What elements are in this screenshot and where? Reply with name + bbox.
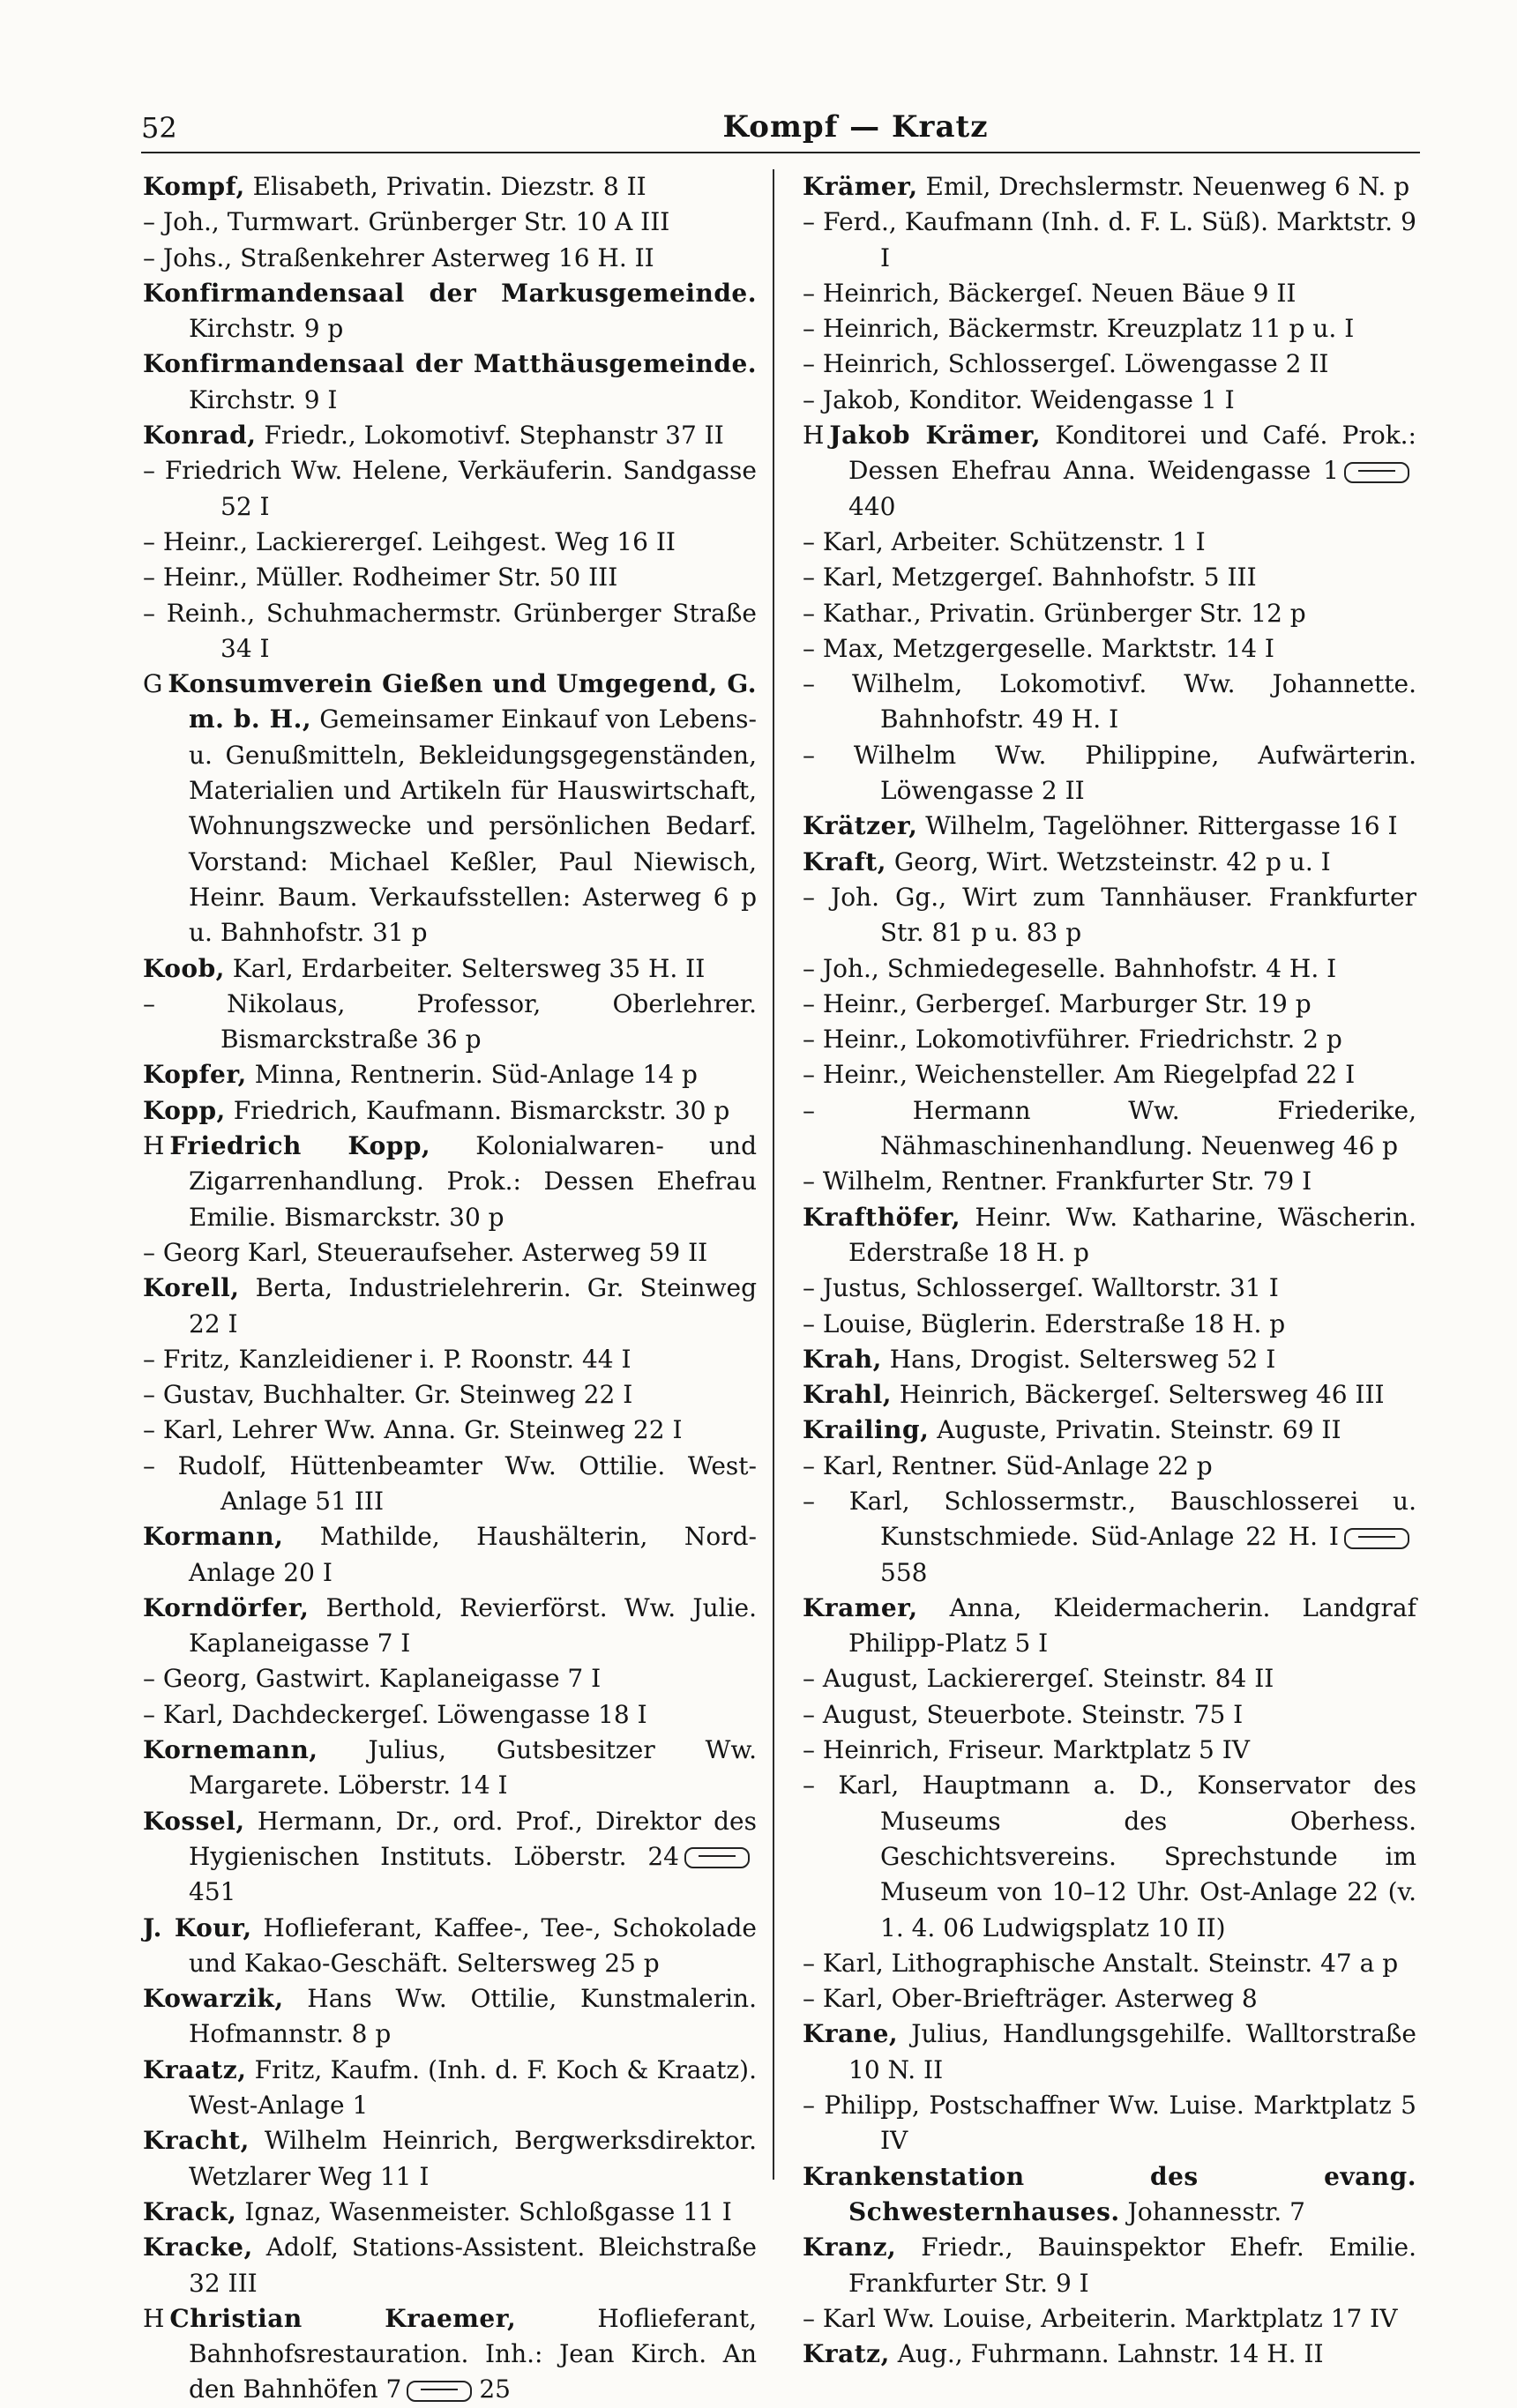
entry-name: Konsumverein Gießen und Umgegend, G. m. b. H., [168,669,766,734]
entry-name: Kormann, [143,1522,284,1552]
entry-marker: H [143,2303,165,2333]
entry-details: Julius, Gutsbesitzer Ww. Margarete. Löberstr. 14 I [189,1735,765,1800]
directory-entry [143,1697,757,1733]
entry-details: – Jakob, Konditor. Weidengasse 1 I [803,384,1235,414]
entry-details: Aug., Fuhrmann. Lahnstr. 14 H. II [889,2339,1324,2369]
directory-entry [803,1733,1416,1768]
entry-details: – August, Lackierergeſ. Steinstr. 84 II [803,1664,1274,1694]
directory-entry [803,1591,1424,1662]
entry-name: Koob, [143,953,225,983]
directory-entry [143,1377,757,1413]
entry-details: – Max, Metzgergeselle. Marktstr. 14 I [803,633,1274,663]
directory-entry [803,2301,1416,2337]
directory-entry [803,1377,1416,1413]
entry-details: – Karl, Rentner. Süd-Anlage 22 p [803,1450,1213,1480]
directory-entry [803,311,1416,347]
directory-entry [143,1271,765,1342]
entry-name: Krankenstation des evang. Schwesternhauses. [803,2161,1426,2226]
entry-details: – Heinrich, Friseur. Marktplatz 5 IV [803,1735,1251,1765]
telephone-number: 440 [848,491,896,521]
entry-details: – Karl, Arbeiter. Schützenstr. 1 I [803,526,1206,556]
entry-details: – Heinr., Weichensteller. Am Riegelpfad 22 I [803,1060,1356,1090]
entry-name: Kracht, [143,2126,250,2156]
entry-details: Friedr., Bauinspektor Ehefr. Emilie. Frankfurter Str. 9 I [848,2233,1424,2298]
directory-entry [143,1733,765,1804]
entry-details: – Justus, Schlossergeſ. Walltorstr. 31 I [803,1273,1279,1303]
directory-entry [803,1164,1416,1199]
entry-name: Konfirmandensaal der Matthäusgemeinde. [143,349,757,379]
directory-entry [803,738,1424,809]
directory-entry [143,205,757,240]
directory-entry [143,2053,765,2124]
directory-entry [803,631,1416,667]
entry-details: – Joh., Schmiedegeselle. Bahnhofstr. 4 H. I [803,953,1337,983]
entry-name: Krane, [803,2019,899,2049]
entry-details: – Heinr., Lackierergeſ. Leihgest. Weg 16 II [143,526,676,556]
telephone-number: 25 [479,2374,511,2404]
directory-entry [143,2123,765,2195]
entry-details: Auguste, Privatin. Steinstr. 69 II [929,1415,1341,1445]
entry-name: Konrad, [143,421,257,451]
directory-entry [143,2230,765,2301]
directory-entry [803,2230,1424,2301]
directory-entry [803,1093,1424,1165]
telephone-icon [407,2381,472,2402]
entry-details: Konditorei und Café. Prok.: Dessen Ehefrau Anna. Weidengasse 1 [848,421,1424,486]
directory-entry [803,560,1416,595]
directory-entry [143,1057,757,1092]
entry-details: – Karl, Dachdeckergeſ. Löwengasse 18 I [143,1699,647,1729]
directory-entry [143,1591,765,1662]
directory-entry [143,1661,757,1696]
entry-name: Krafthöfer, [803,1202,961,1232]
directory-entry [803,809,1416,844]
entry-details: Friedr., Lokomotivf. Stephanstr 37 II [256,421,724,451]
entry-details: – Ferd., Kaufmann (Inh. d. F. L. Süß). Marktstr. 9 I [803,207,1424,272]
directory-entry [803,383,1416,418]
entry-details: Johannesstr. 7 [1119,2196,1305,2226]
directory-entry [143,525,757,560]
entry-name: Kopfer, [143,1060,247,1090]
entry-details: – Joh., Turmwart. Grünberger Str. 10 A III [143,207,670,237]
entry-details: – Hermann Ww. Friederike, Nähmaschinenhandlung. Neuenweg 46 p [803,1095,1424,1161]
entry-details: – Heinrich, Bäckergeſ. Neuen Bäue 9 II [803,278,1297,308]
entry-details: Hoflieferant, Kaffee-, Tee-, Schokolade und Kakao-Geschäft. Seltersweg 25 p [189,1912,765,1978]
directory-entry [143,276,765,347]
directory-entry [803,1342,1416,1377]
entry-details: – Wilhelm, Lokomotivf. Ww. Johannette. Bahnhofstr. 49 H. I [803,669,1424,734]
entry-marker: H [143,1131,165,1161]
directory-entry [803,347,1416,382]
directory-entry [143,596,765,667]
directory-entry [803,2017,1424,2088]
directory-entry [803,1768,1424,1945]
running-head: Kompf — Kratz [722,109,989,145]
entry-details: – Wilhelm Ww. Philippine, Aufwärterin. Löwengasse 2 II [803,740,1424,806]
header-rule [141,152,1420,153]
directory-entry [803,525,1416,560]
entry-details: – Heinr., Müller. Rodheimer Str. 50 III [143,563,618,593]
entry-name: Jakob Krämer, [829,421,1042,451]
directory-entry [803,276,1416,311]
directory-entry [143,1981,765,2053]
entry-details: – Reinh., Schuhmachermstr. Grünberger Straße 34 I [143,598,765,663]
entry-details: Georg, Wirt. Wetzsteinstr. 42 p u. I [886,846,1331,876]
entry-details: – Fritz, Kanzleidiener i. P. Roonstr. 44 I [143,1344,631,1374]
directory-entry [143,1413,757,1448]
directory-entry [143,1911,765,1982]
directory-entry [803,2159,1426,2231]
entry-details: Berta, Industrielehrerin. Gr. Steinweg 22 I [189,1273,765,1338]
entry-details: – Heinrich, Schlossergeſ. Löwengasse 2 II [803,349,1329,379]
directory-entry [143,453,765,525]
entry-name: Krämer, [803,172,918,201]
directory-entry [143,1342,757,1377]
entry-details: – August, Steuerbote. Steinstr. 75 I [803,1699,1244,1729]
directory-entry [803,1057,1416,1092]
entry-name: Kramer, [803,1592,918,1622]
entry-details: – Heinr., Lokomotivführer. Friedrichstr. 2 p [803,1025,1342,1055]
entry-details: Mathilde, Haushälterin, Nord-Anlage 20 I [189,1522,757,1587]
directory-entry [803,169,1416,205]
entry-marker: G [143,669,163,699]
entry-name: Kornemann, [143,1735,318,1765]
directory-entry [143,169,757,205]
entry-details: Hoflieferant, Bahnhofsrestauration. Inh.: Jean Kirch. An den Bahnhöfen 7 [189,2303,765,2404]
telephone-number: 451 [189,1877,236,1907]
directory-entry [803,1307,1416,1342]
directory-entry [803,1484,1424,1591]
entry-name: Kranz, [803,2233,897,2263]
entry-details: Hermann, Dr., ord. Prof., Direktor des Hygienischen Instituts. Löberstr. 24 [189,1806,765,1871]
entry-details: Kolonialwaren- und Zigarrenhandlung. Prok.: Dessen Ehefrau Emilie. Bismarckstr. 30 p [189,1131,765,1232]
entry-name: Kossel, [143,1806,245,1836]
entry-name: Krack, [143,2196,237,2226]
entry-details: Elisabeth, Privatin. Diezstr. 8 II [244,172,646,201]
entry-details: Hans Ww. Ottilie, Kunstmalerin. Hofmannstr. 8 p [189,1984,765,2049]
entry-details: Heinrich, Bäckergeſ. Seltersweg 46 III [891,1380,1385,1410]
entry-name: Kopp, [143,1095,226,1125]
entry-details: Kirchstr. 9 I [189,349,765,414]
entry-name: Christian Kraemer, [169,2303,517,2333]
telephone-icon [1344,462,1409,483]
entry-details: Wilhelm Heinrich, Bergwerksdirektor. Wetzlarer Weg 11 I [189,2126,765,2191]
directory-column-right [803,169,1426,2372]
entry-name: Kraatz, [143,2054,247,2084]
entry-name: Kowarzik, [143,1984,284,2014]
entry-details: – Nikolaus, Professor, Oberlehrer. Bismarckstraße 36 p [143,988,765,1055]
entry-details: – Kathar., Privatin. Grünberger Str. 12 p [803,598,1306,628]
entry-details: – Philipp, Postschaffner Ww. Luise. Marktplatz 5 IV [803,2091,1424,2156]
directory-entry [803,1946,1416,1981]
directory-entry [143,2301,765,2408]
directory-entry [803,1200,1424,1271]
directory-column-left [143,169,766,2408]
directory-entry [803,987,1416,1022]
entry-name: Korndörfer, [143,1592,310,1622]
entry-details: – Heinr., Gerbergeſ. Marburger Str. 19 p [803,988,1311,1018]
directory-entry [803,1697,1416,1733]
directory-entry [143,1804,765,1911]
entry-name: Kratz, [803,2339,890,2369]
entry-details: Ignaz, Wasenmeister. Schloßgasse 11 I [236,2196,732,2226]
directory-entry [143,951,757,987]
entry-details: Fritz, Kaufm. (Inh. d. F. Koch & Kraatz). West-Anlage 1 [189,2054,765,2121]
entry-name: Korell, [143,1273,240,1303]
directory-entry [803,418,1424,525]
entry-details: Emil, Drechslermstr. Neuenweg 6 N. p [917,172,1410,201]
entry-details: – Karl, Schlossermstr., Bauschlosserei u. Kunstschmiede. Süd-Anlage 22 H. I [803,1486,1424,1552]
directory-entry [143,2195,757,2230]
entry-details: Anna, Kleidermacherin. Landgraf Philipp-Platz 5 I [848,1592,1424,1659]
directory-entry [803,951,1416,987]
page-number: 52 [141,111,177,145]
telephone-icon [684,1847,750,1868]
directory-entry [143,1519,757,1591]
entry-details: – Georg, Gastwirt. Kaplaneigasse 7 I [143,1664,602,1694]
entry-details: Kirchstr. 9 p [189,278,765,344]
entry-name: Friedrich Kopp, [169,1131,431,1161]
entry-name: Kracke, [143,2233,253,2263]
directory-entry [143,418,757,453]
directory-entry [143,347,765,418]
entry-details: – Karl Ww. Louise, Arbeiterin. Marktplatz 17 IV [803,2303,1398,2333]
entry-name: J. Kour, [143,1912,252,1942]
directory-entry [803,596,1416,631]
entry-details: Minna, Rentnerin. Süd-Anlage 14 p [246,1060,698,1090]
entry-details: – Karl, Lehrer Ww. Anna. Gr. Steinweg 22 I [143,1415,683,1445]
column-divider [773,169,774,2180]
directory-entry [803,2337,1416,2372]
entry-details: – Louise, Büglerin. Ederstraße 18 H. p [803,1308,1286,1338]
entry-details: – Karl, Ober-Briefträger. Asterweg 8 [803,1984,1258,2014]
entry-details: – Karl, Metzgergeſ. Bahnhofstr. 5 III [803,563,1257,593]
entry-details: – Karl, Hauptmann a. D., Konservator des Museums des Oberhess. Geschichtsvereins. Sprechstunde im Museum von 10–12 Uhr. Ost-Anlage 22 (v. 1. 4. 06 Ludwigsplatz 10 II) [803,1771,1424,1942]
entry-details: – Johs., Straßenkehrer Asterweg 16 H. II [143,242,654,272]
entry-name: Krah, [803,1344,882,1374]
directory-entry [803,2088,1424,2159]
entry-details: – Georg Karl, Steueraufseher. Asterweg 59 II [143,1237,708,1267]
entry-name: Krätzer, [803,811,918,841]
directory-entry [803,205,1424,276]
directory-entry [803,845,1416,880]
entry-details: Wilhelm, Tagelöhner. Rittergasse 16 I [917,811,1398,841]
entry-details: Karl, Erdarbeiter. Seltersweg 35 H. II [224,953,706,983]
entry-name: Krahl, [803,1380,892,1410]
entry-marker: H [803,421,825,451]
directory-entry [803,880,1424,951]
directory-entry [143,1093,757,1129]
entry-details: – Heinrich, Bäckermstr. Kreuzplatz 11 p u. I [803,314,1355,344]
directory-entry [143,1235,757,1271]
directory-entry [803,1413,1416,1448]
directory-entry [803,1449,1416,1484]
directory-entry [143,241,757,276]
directory-entry [803,1981,1416,2017]
directory-entry [143,987,765,1058]
entry-details: – Karl, Lithographische Anstalt. Steinstr. 47 a p [803,1948,1399,1978]
directory-entry [803,1271,1416,1306]
entry-details: Gemeinsamer Einkauf von Lebens- u. Genußmitteln, Bekleidungsgegenständen, Materialien und Artikeln für Hauswirtschaft, Wohnungszwecke und persönlichen Bedarf. Vorstand: Michael Keßler, Paul Niewisch, Heinr. Baum. Verkaufsstellen: Asterweg 6 p u. Bahnhofstr. 31 p [189,705,765,948]
directory-entry [803,1022,1416,1057]
directory-entry [143,560,757,595]
directory-entry [143,667,766,951]
entry-name: Konfirmandensaal der Markusgemeinde. [143,278,757,308]
directory-entry [143,1129,765,1235]
entry-details: – Friedrich Ww. Helene, Verkäuferin. Sandgasse 52 I [143,456,765,521]
entry-details: – Wilhelm, Rentner. Frankfurter Str. 79 I [803,1167,1312,1197]
telephone-icon [1344,1528,1409,1549]
entry-details: Friedrich, Kaufmann. Bismarckstr. 30 p [225,1095,730,1125]
entry-details: Heinr. Ww. Katharine, Wäscherin. Ederstraße 18 H. p [848,1202,1424,1267]
entry-details: – Gustav, Buchhalter. Gr. Steinweg 22 I [143,1380,633,1410]
entry-details: Hans, Drogist. Seltersweg 52 I [881,1344,1276,1374]
entry-details: Berthold, Revierförst. Ww. Julie. Kaplaneigasse 7 I [189,1592,765,1659]
entry-details: – Joh. Gg., Wirt zum Tannhäuser. Frankfurter Str. 81 p u. 83 p [803,882,1424,948]
entry-details: Julius, Handlungsgehilfe. Walltorstraße 10 N. II [848,2019,1424,2084]
directory-entry [803,667,1424,738]
directory-entry [803,1661,1416,1696]
telephone-number: 558 [880,1557,928,1587]
directory-entry [143,1449,757,1520]
entry-name: Kompf, [143,172,245,201]
entry-name: Kraft, [803,846,886,876]
entry-details: Adolf, Stations-Assistent. Bleichstraße 32 III [189,2233,765,2298]
entry-details: – Rudolf, Hüttenbeamter Ww. Ottilie. West-Anlage 51 III [143,1450,757,1516]
entry-name: Krailing, [803,1415,930,1445]
